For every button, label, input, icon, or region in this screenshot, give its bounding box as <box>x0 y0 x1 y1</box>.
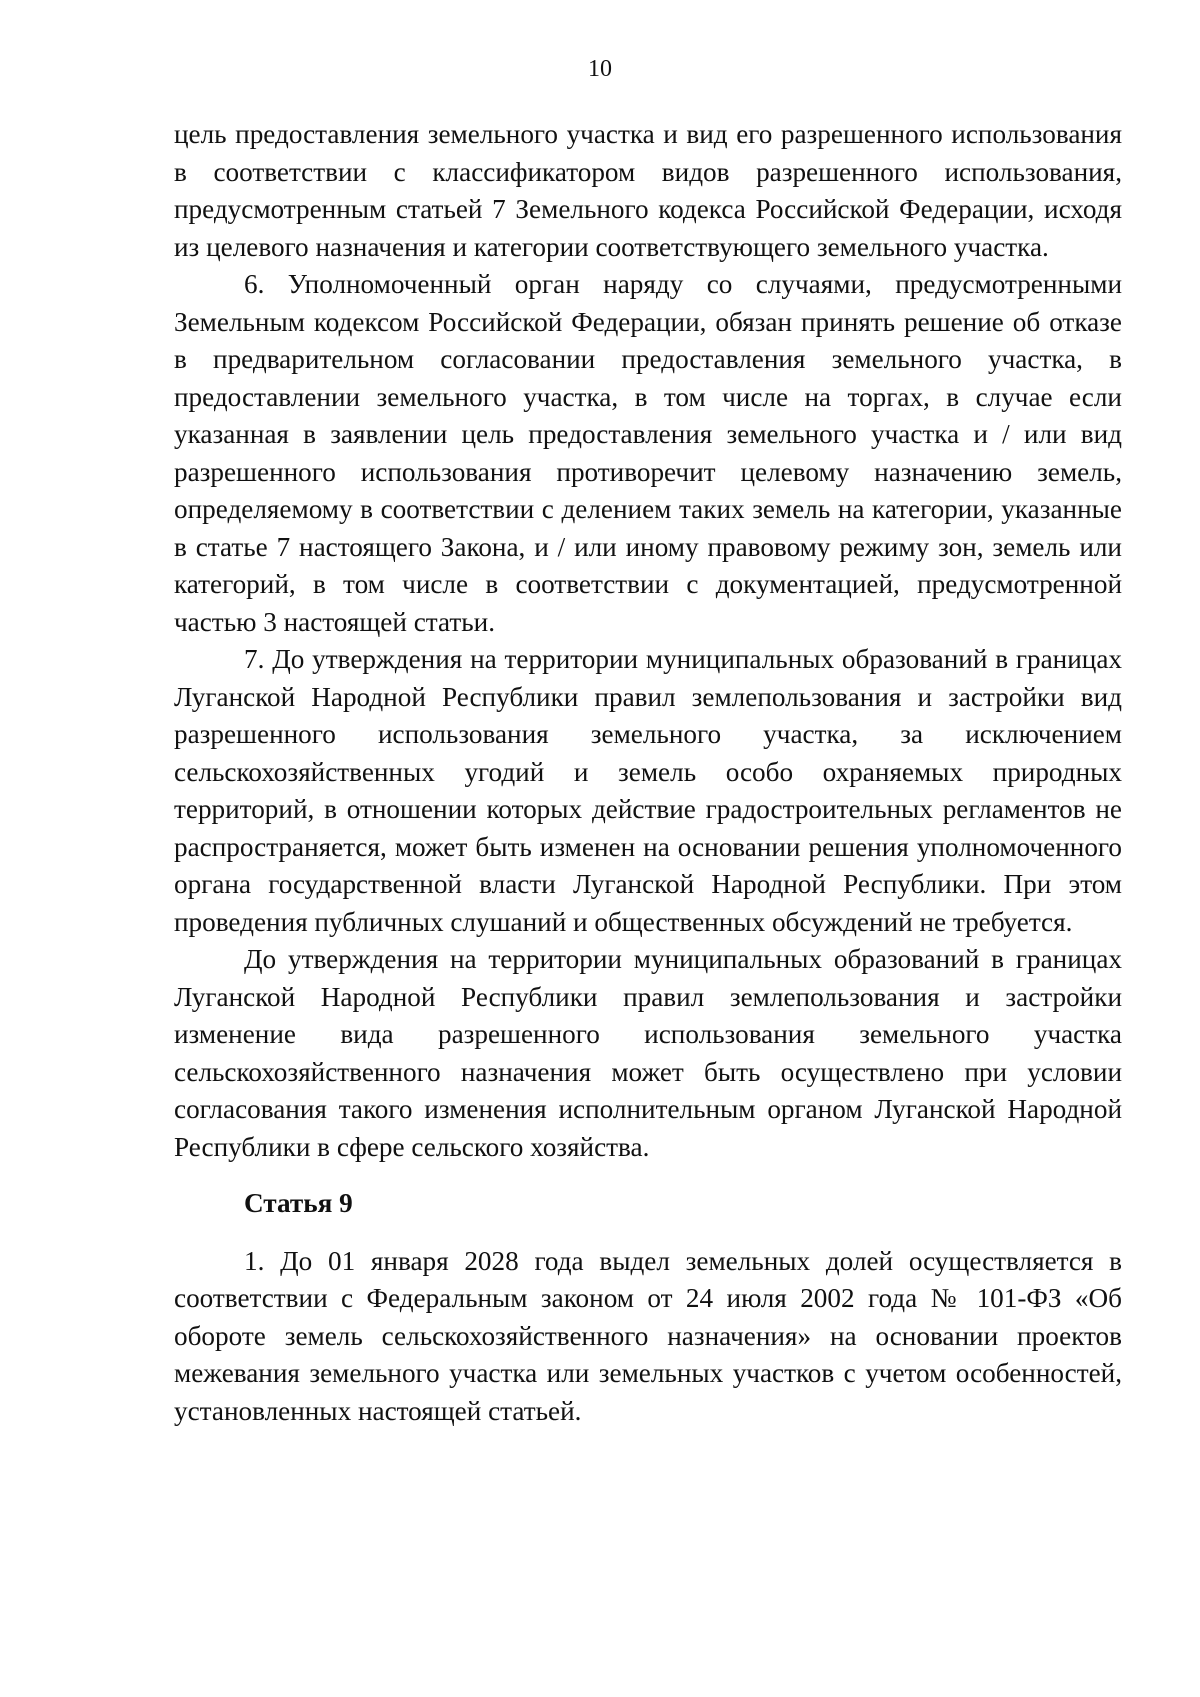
paragraph-article-9-item-1: 1. До 01 января 2028 года выдел земельных долей осуществляется в соответствии с Федеральным законом от 24 июля 2002 года № 101-ФЗ «Об обороте земель сельскохозяйственного назначения» на основании проектов межевания земельного участка или земельных участков с учетом особенностей, установленных настоящей статьей. <box>174 1245 1122 1426</box>
paragraph-item-7-continued: До утверждения на территории муниципальных образований в границах Луганской Народной Республики правил землепользования и застройки изменение вида разрешенного использования земельного участка сельскохозяйственного назначения может быть осуществлено при условии согласования такого изменения исполнительным органом Луганской Народной Республики в сфере сельского хозяйства. <box>174 944 1122 1162</box>
paragraph-item-6: 6. Уполномоченный орган наряду со случаями, предусмотренными Земельным кодексом Российской Федерации, обязан принять решение об отказе в предварительном согласовании предоставления земельного участка, в предоставлении земельного участка, в том числе на торгах, в случае если указанная в заявлении цель предоставления земельного участка и / или вид разрешенного использования противоречит целевому назначению земель, определяемому в соответствии с делением таких земель на категории, указанные в статье 7 настоящего Закона, и / или иному правовому режиму зон, земель или категорий, в том числе в соответствии с документацией, предусмотренной частью 3 настоящей статьи. <box>174 269 1122 637</box>
article-heading: Статья 9 <box>244 1188 353 1218</box>
page-number: 10 <box>588 56 612 82</box>
paragraph-item-7: 7. До утверждения на территории муниципальных образований в границах Луганской Народной Республики правил землепользования и застройки вид разрешенного использования земельного участка, за исключением сельскохозяйственных угодий и земель особо охраняемых природных территорий, в отношении которых действие градостроительных регламентов не распространяется, может быть изменен на основании решения уполномоченного органа государственной власти Луганской Народной Республики. При этом проведения публичных слушаний и общественных обсуждений не требуется. <box>174 644 1122 937</box>
paragraph-continuation: цель предоставления земельного участка и вид его разрешенного использования в соответствии с классификатором видов разрешенного использования, предусмотренным статьей 7 Земельного кодекса Российской Федерации, исходя из целевого назначения и категории соответствующего земельного участка. <box>174 119 1122 262</box>
document-body <box>174 116 1122 1430</box>
